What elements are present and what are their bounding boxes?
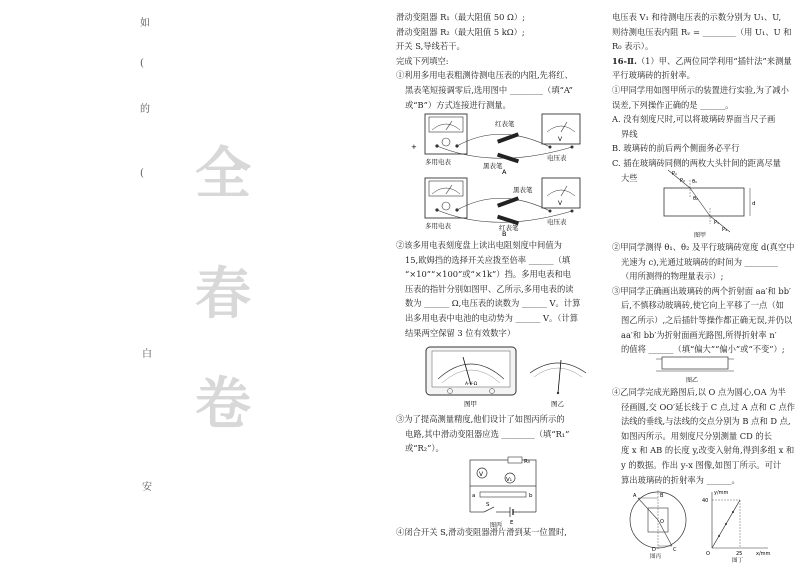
text-line: 滑动变阻器 R₁（最大阻值 50 Ω）; (396, 12, 525, 22)
text-line: 完成下列填空: (396, 55, 449, 66)
text-line: ②该多用电表刻度盘上读出电阻刻度中间值为 (396, 240, 562, 250)
pin-p3: P₃ (714, 220, 720, 226)
text-line: C. 插在玻璃砖同侧的两枚大头针间的距离尽量 (612, 157, 781, 168)
text-line: 滑动变阻器 R₂（最大阻值 5 kΩ）; (396, 26, 525, 37)
point-A: A (633, 493, 637, 499)
multimeter-label-b: 多用电表 (425, 222, 451, 230)
question-number: 16-Ⅱ. (612, 55, 637, 66)
pin-p2: P₂ (680, 178, 686, 184)
text-line: 黑表笔短接调零后,选用图中 ________（填“A” (405, 84, 573, 95)
figure-glass-block (660, 168, 760, 242)
pin-p4: P₄ (722, 227, 728, 233)
text-line: 径画圆,交 OO′延长线于 C 点,过 A 点和 C 点作 (621, 401, 796, 412)
text-line: 如图丙所示。用刻度尺分别测量 CD 的长 (621, 430, 773, 441)
figure-jia-label-right: 图甲 (694, 232, 707, 239)
left-margin (0, 0, 150, 564)
text-line: 大些 (621, 172, 638, 183)
r0-label: R₀ (524, 459, 531, 465)
figure-bing-label-right: 图丙 (650, 554, 662, 560)
point-B: B (660, 493, 664, 499)
text-line: （用所测得的物理量表示）; (621, 271, 724, 282)
watermark-char: 春 (195, 261, 251, 327)
figure-circuit (466, 456, 542, 532)
text-line: 开关 S,导线若干。 (396, 41, 465, 52)
margin-char: 如 (140, 18, 150, 29)
text-line: 法线的垂线,与法线的交点分别为 B 点和 D 点, (621, 416, 791, 427)
point-D: D (652, 547, 656, 553)
text-line: 或“R₂”）。 (405, 443, 444, 454)
text-line: B. 玻璃砖的前后两个侧面务必平行 (612, 143, 740, 154)
right-column-part3 (612, 385, 795, 487)
black-probe-label-b: 黑表笔 (513, 186, 533, 194)
text-line: 15,欧姆挡的选择开关应拨至倍率 ______（填 (405, 254, 571, 265)
text-line: 界线 (621, 128, 638, 139)
point-a: a (472, 493, 476, 499)
text-line: 结果两空保留 3 位有效数字） (405, 327, 516, 338)
middle-column-part2 (396, 238, 580, 340)
text-line: ②甲同学测得 θ₁、θ₂ 及平行玻璃砖宽度 d(真空中 (612, 242, 795, 252)
figure-meters (420, 345, 600, 413)
angle-theta2: θ₂ (693, 196, 699, 202)
margin-char: 白 (142, 349, 152, 360)
battery-e: E (510, 520, 514, 526)
right-column (612, 10, 802, 185)
svg-text:V: V (558, 200, 563, 207)
text-line: ④乙同学完成光路图后,以 O 点为圆心,OA 为半 (612, 387, 786, 397)
y-tick-40: 40 (702, 498, 709, 504)
voltmeter-label: 电压表 (547, 154, 567, 162)
text-line: 误差,下列操作正确的是 ______。 (612, 99, 734, 110)
figure-yi-label: 图乙 (551, 400, 564, 408)
voltmeter-label-b: 电压表 (547, 218, 567, 226)
width-d: d (752, 201, 756, 207)
x-axis-label: x/mm (756, 551, 771, 557)
text-line: 平行玻璃砖的折射率。 (612, 70, 695, 81)
right-column-part2 (612, 240, 794, 357)
svg-text:A-V-Ω: A-V-Ω (465, 382, 478, 387)
voltmeter-v1: V₁ (506, 477, 512, 483)
text-line: 度 x 和 AB 的长度 y,改变入射角,得到多组 x 和 (621, 445, 795, 456)
figure-yi-label-right: 图乙 (686, 377, 699, 384)
y-axis-label: y/mm (714, 490, 729, 496)
margin-char: ( (140, 58, 144, 69)
x-tick-25: 25 (736, 551, 743, 557)
text-line: ③为了提高测量精度,他们设计了如图丙所示的 (396, 414, 565, 424)
watermark-char: 全 (195, 141, 251, 207)
point-b: b (529, 493, 533, 499)
text-line: 电压表 V₁ 和待测电压表的示数分别为 U₁、U, (612, 12, 782, 22)
multimeter-label: 多用电表 (425, 158, 451, 166)
middle-column (396, 10, 601, 112)
middle-column-part3 (396, 412, 569, 456)
voltmeter-v: V (479, 471, 484, 478)
text-line: ①甲同学用如图甲所示的装置进行实验,为了减小 (612, 84, 789, 95)
angle-theta1: θ₁ (692, 179, 698, 185)
origin-o: O (706, 551, 710, 557)
figure-ab (405, 112, 605, 240)
pin-p1: P₁ (672, 171, 678, 177)
plus-sign: + (411, 143, 417, 151)
text-line: 电路,其中滑动变阻器应选 ________（填“R₁” (405, 428, 570, 439)
text-line: （1）甲、乙两位同学利用“插针法”来测量 (636, 55, 792, 66)
margin-char: ( (140, 168, 144, 179)
text-line: ④闭合开关 S,滑动变阻器滑片滑到某一位置时, (396, 527, 567, 537)
text-line: A. 没有刻度尺时,可以将玻璃砖界面当尺子画 (612, 114, 776, 125)
text-line: 后,不慎移动玻璃砖,使它向上平移了一点（如 (621, 300, 784, 311)
figure-yi-shift (650, 355, 740, 389)
text-line: 或“B”）方式连接进行测量。 (405, 99, 511, 110)
figure-bing-label: 图丙 (490, 522, 503, 529)
text-line: R₀ 表示）。 (612, 41, 654, 52)
text-line: 压表的指针分别如图甲、乙所示,多用电表的读 (405, 283, 574, 294)
middle-column-part4 (396, 525, 567, 540)
text-line: ①利用多用电表粗测待测电压表的内阻,先将红、 (396, 70, 573, 81)
text-line: 出多用电表中电池的电动势为 ______ V。（计算 (405, 312, 579, 323)
text-line: 算出玻璃砖的折射率为 ______。 (621, 474, 740, 485)
margin-char: 安 (142, 482, 152, 493)
watermark-char: 卷 (195, 371, 251, 437)
figure-jia-label: 图甲 (464, 400, 477, 408)
figure-ding-label: 图丁 (732, 558, 744, 564)
figure-bing-ding (628, 488, 778, 562)
text-line: 图乙所示）,之后插针等操作都正确无误,并仍以 (621, 314, 793, 325)
figure-b-label: B (502, 230, 507, 238)
switch-s: S (486, 502, 490, 508)
text-line: “×10”“×100”或“×1k”）挡。多用电表和电 (405, 269, 571, 280)
text-line: 数为 ______ Ω,电压表的读数为 ______ V。计算 (405, 298, 581, 309)
margin-char: 的 (140, 104, 150, 115)
point-C: C (673, 547, 677, 553)
svg-text:V: V (558, 136, 563, 143)
red-probe-label-b: 红表笔 (499, 224, 519, 232)
text-line: ③甲同学正确画出玻璃砖的两个折射面 aa′和 bb′ (612, 285, 791, 296)
text-line: aa′和 bb′为折射面画光路图,所得折射率 n′ (621, 329, 777, 340)
red-probe-label: 红表笔 (495, 120, 515, 128)
text-line: 则待测电压表内阻 Rᵥ = ________（用 U₁、U 和 (612, 26, 792, 37)
text-line: 光速为 c),光通过玻璃砖的时间为 ________ (621, 256, 778, 267)
text-line: y 的数据。作出 y-x 图像,如图丁所示。可计 (621, 459, 782, 470)
black-probe-label: 黑表笔 (483, 162, 503, 170)
text-line: 的值将 ______（填“偏大”“偏小”或“不变”）; (621, 344, 785, 355)
figure-a-label: A (502, 168, 507, 176)
point-O: O (660, 519, 664, 525)
